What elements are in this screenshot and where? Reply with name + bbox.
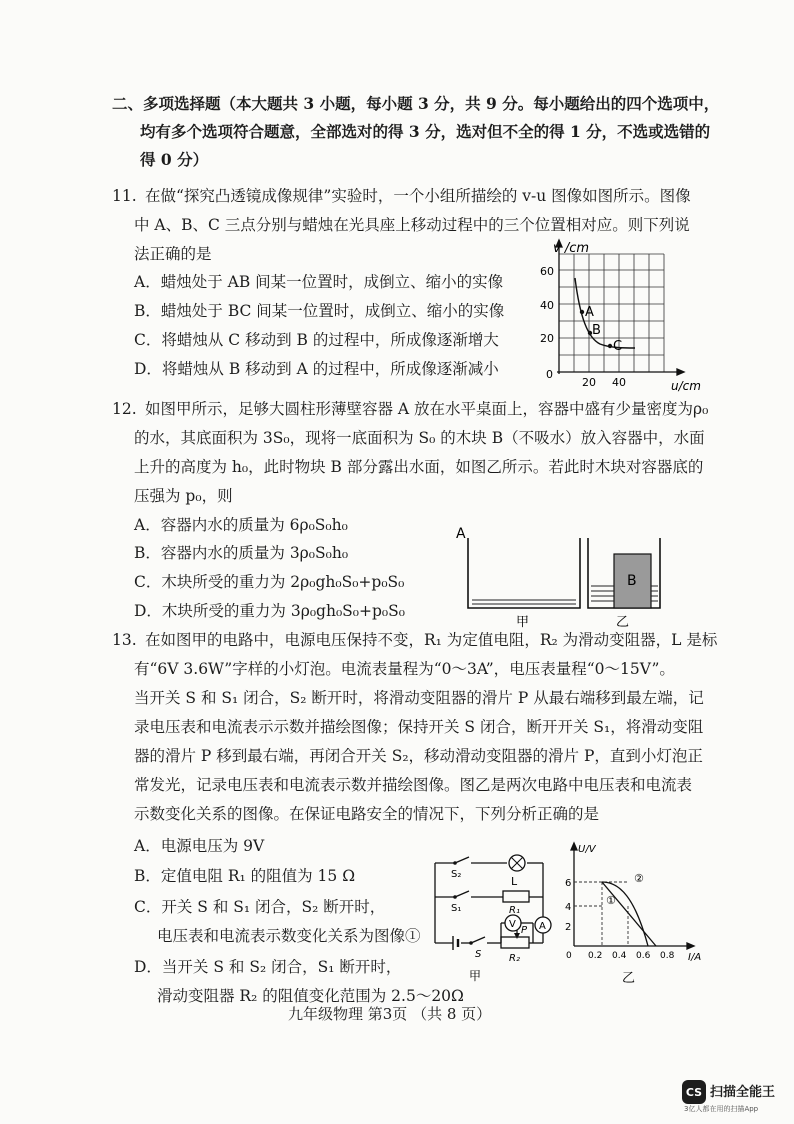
q13-option-d-line2: 滑动变阻器 R₂ 的阻值变化范围为 2.5～20Ω xyxy=(157,987,464,1005)
q12-option-b: B．容器内水的质量为 3ρ₀S₀h₀ xyxy=(134,544,349,562)
q12-stem-line1: 如图甲所示，足够大圆柱形薄壁容器 A 放在水平桌面上，容器中盛有少量密度为ρ₀ xyxy=(145,400,709,418)
q11-stem-line2: 中 A、B、C 三点分别与蜡烛在光具座上移动过程中的三个位置相对应。则下列说 xyxy=(134,216,690,234)
q11-option-c: C．将蜡烛从 C 移动到 B 的过程中，所成像逐渐增大 xyxy=(134,331,499,349)
scanner-logo-icon: CS xyxy=(682,1080,706,1104)
q13-option-a: A．电源电压为 9V xyxy=(134,837,265,855)
q13-option-d-line1: D．当开关 S 和 S₂ 闭合，S₁ 断开时， xyxy=(134,958,402,976)
q11-xtick-40: 40 xyxy=(612,376,626,389)
q12-water-a xyxy=(472,600,576,604)
q12-option-c: C．木块所受的重力为 2ρ₀gh₀S₀+p₀S₀ xyxy=(134,573,405,591)
q13-option-c-line2: 电压表和电流表示数变化关系为图像① xyxy=(157,927,421,945)
q13-number: 13. xyxy=(112,631,137,649)
q13-label-r1: R₁ xyxy=(509,905,520,916)
q12-caption-yi: 乙 xyxy=(616,615,630,630)
q11-point-a-label: A xyxy=(585,305,594,320)
q13-curve-label-2: ② xyxy=(634,872,644,885)
q13-label-l: L xyxy=(511,875,518,888)
q13-stem-line2: 有“6V 3.6W”字样的小灯泡。电流表量程为“0～3A”，电压表量程“0～15V”。 xyxy=(134,660,675,678)
q12-container-a xyxy=(468,538,580,608)
q13-graph-line-1 xyxy=(602,882,656,946)
page-footer: 九年级物理 第3页 （共 8 页） xyxy=(288,1005,492,1023)
q11-vu-graph xyxy=(530,238,710,393)
q13-circuit-diagram xyxy=(425,845,560,985)
q13-battery xyxy=(453,936,458,950)
q13-r1-resistor xyxy=(503,891,529,902)
q13-label-ammeter: A xyxy=(539,921,546,932)
q11-graph-grid xyxy=(559,254,664,372)
q12-container-figure xyxy=(450,520,670,630)
q13-r2-resistor xyxy=(501,937,529,948)
q13-graph-dashed-guides xyxy=(574,882,628,946)
q13-graph-curve-2 xyxy=(602,882,648,946)
q13-label-r2: R₂ xyxy=(509,953,520,964)
q11-ytick-20: 20 xyxy=(540,332,554,345)
q13-stem-line6: 常发光，记录电压表和电流表示数并描绘图像。图乙是两次电路中电压表和电流表 xyxy=(134,776,693,794)
q13-label-s: S xyxy=(475,949,482,960)
q13-ytick-6: 6 xyxy=(565,878,572,889)
section-heading-line2: 均有多个选项符合题意，全部选对的得 3 分，选对但不全的得 1 分，不选或选错的 xyxy=(140,122,711,141)
scanner-title: 扫描全能王 xyxy=(710,1085,776,1100)
q13-graph-xlabel: I/A xyxy=(688,952,702,963)
q13-label-s2: S₂ xyxy=(451,869,462,880)
q13-xtick-0-8: 0.8 xyxy=(660,951,675,961)
q12-label-a: A xyxy=(456,526,466,542)
q13-ui-graph xyxy=(560,838,710,988)
q13-stem-line7: 示数变化关系的图像。在保证电路安全的情况下，下列分析正确的是 xyxy=(134,805,600,823)
q11-point-c-dot xyxy=(608,344,612,348)
q13-label-s1: S₁ xyxy=(451,903,462,914)
q13-label-p: P xyxy=(521,925,528,936)
q11-ytick-60: 60 xyxy=(540,265,554,278)
q11-number: 11. xyxy=(112,187,137,205)
q11-point-a-dot xyxy=(580,310,584,314)
q11-graph-curve xyxy=(575,278,635,348)
q13-curve-label-1: ① xyxy=(606,894,616,907)
q13-graph-axes xyxy=(571,843,694,949)
q13-option-c-line1: C．开关 S 和 S₁ 闭合，S₂ 断开时， xyxy=(134,898,386,916)
q13-graph-ylabel: U/V xyxy=(578,844,596,855)
q11-graph-ylabel: v /cm xyxy=(553,241,590,256)
section-heading-line3: 得 0 分） xyxy=(140,150,209,169)
q11-option-d: D．将蜡烛从 B 移动到 A 的过程中，所成像逐渐减小 xyxy=(134,360,499,378)
q12-label-b: B xyxy=(627,573,637,589)
q13-ytick-2: 2 xyxy=(565,922,572,933)
scanner-subtitle: 3亿人都在用的扫描App xyxy=(684,1105,759,1113)
q11-xtick-20: 20 xyxy=(582,376,596,389)
q12-stem-line3: 上升的高度为 h₀，此时物块 B 部分露出水面，如图乙所示。若此时木块对容器底的 xyxy=(134,458,704,476)
q13-label-voltmeter: V xyxy=(509,919,516,930)
q11-point-c-label: C xyxy=(613,339,623,354)
q13-stem-line3: 当开关 S 和 S₁ 闭合，S₂ 断开时，将滑动变阻器的滑片 P 从最右端移到最左端，记 xyxy=(134,689,704,707)
q13-ytick-4: 4 xyxy=(565,902,572,913)
q12-option-d: D．木块所受的重力为 3ρ₀gh₀S₀+p₀S₀ xyxy=(134,602,405,620)
q13-xtick-0-6: 0.6 xyxy=(636,951,651,961)
q13-stem-line5: 器的滑片 P 移到最右端，再闭合开关 S₂，移动滑动变阻器的滑片 P，直到小灯泡正 xyxy=(134,747,703,765)
q13-graph-caption: 乙 xyxy=(622,971,636,986)
q11-ytick-0: 0 xyxy=(546,368,553,381)
q13-xtick-0: 0 xyxy=(566,951,572,961)
q13-stem-line4: 录电压表和电流表示示数并描绘图像；保持开关 S 闭合，断开开关 S₁，将滑动变阻 xyxy=(134,718,704,736)
q11-graph-xlabel: u/cm xyxy=(671,379,701,393)
q12-option-a: A．容器内水的质量为 6ρ₀S₀h₀ xyxy=(134,516,348,534)
q13-xtick-0-4: 0.4 xyxy=(612,951,627,961)
q12-stem-line4: 压强为 p₀，则 xyxy=(134,487,233,505)
section-heading-line1: 二、多项选择题（本大题共 3 小题，每小题 3 分，共 9 分。每小题给出的四个选项中， xyxy=(112,94,720,113)
q13-xtick-0-2: 0.2 xyxy=(588,951,603,961)
q13-option-b: B．定值电阻 R₁ 的阻值为 15 Ω xyxy=(134,867,356,885)
q13-circuit-caption: 甲 xyxy=(469,969,482,983)
q12-caption-jia: 甲 xyxy=(516,615,530,630)
q11-stem-line1: 在做“探究凸透镜成像规律”实验时，一个小组所描绘的 v-u 图像如图所示。图像 xyxy=(145,187,691,205)
q12-stem-line2: 的水，其底面积为 3S₀，现将一底面积为 S₀ 的木块 B（不吸水）放入容器中，水面 xyxy=(134,429,705,447)
q11-option-a: A．蜡烛处于 AB 间某一位置时，成倒立、缩小的实像 xyxy=(134,273,504,291)
q12-number: 12. xyxy=(112,400,137,418)
q13-slider-arrow xyxy=(514,933,520,939)
q11-stem-line3: 法正确的是 xyxy=(134,245,212,263)
q11-point-b-label: B xyxy=(592,323,601,338)
q11-ytick-40: 40 xyxy=(540,299,554,312)
q11-option-b: B．蜡烛处于 BC 间某一位置时，成倒立、缩小的实像 xyxy=(134,302,505,320)
q13-stem-line1: 在如图甲的电路中，电源电压保持不变，R₁ 为定值电阻，R₂ 为滑动变阻器，L 是标 xyxy=(145,631,718,649)
